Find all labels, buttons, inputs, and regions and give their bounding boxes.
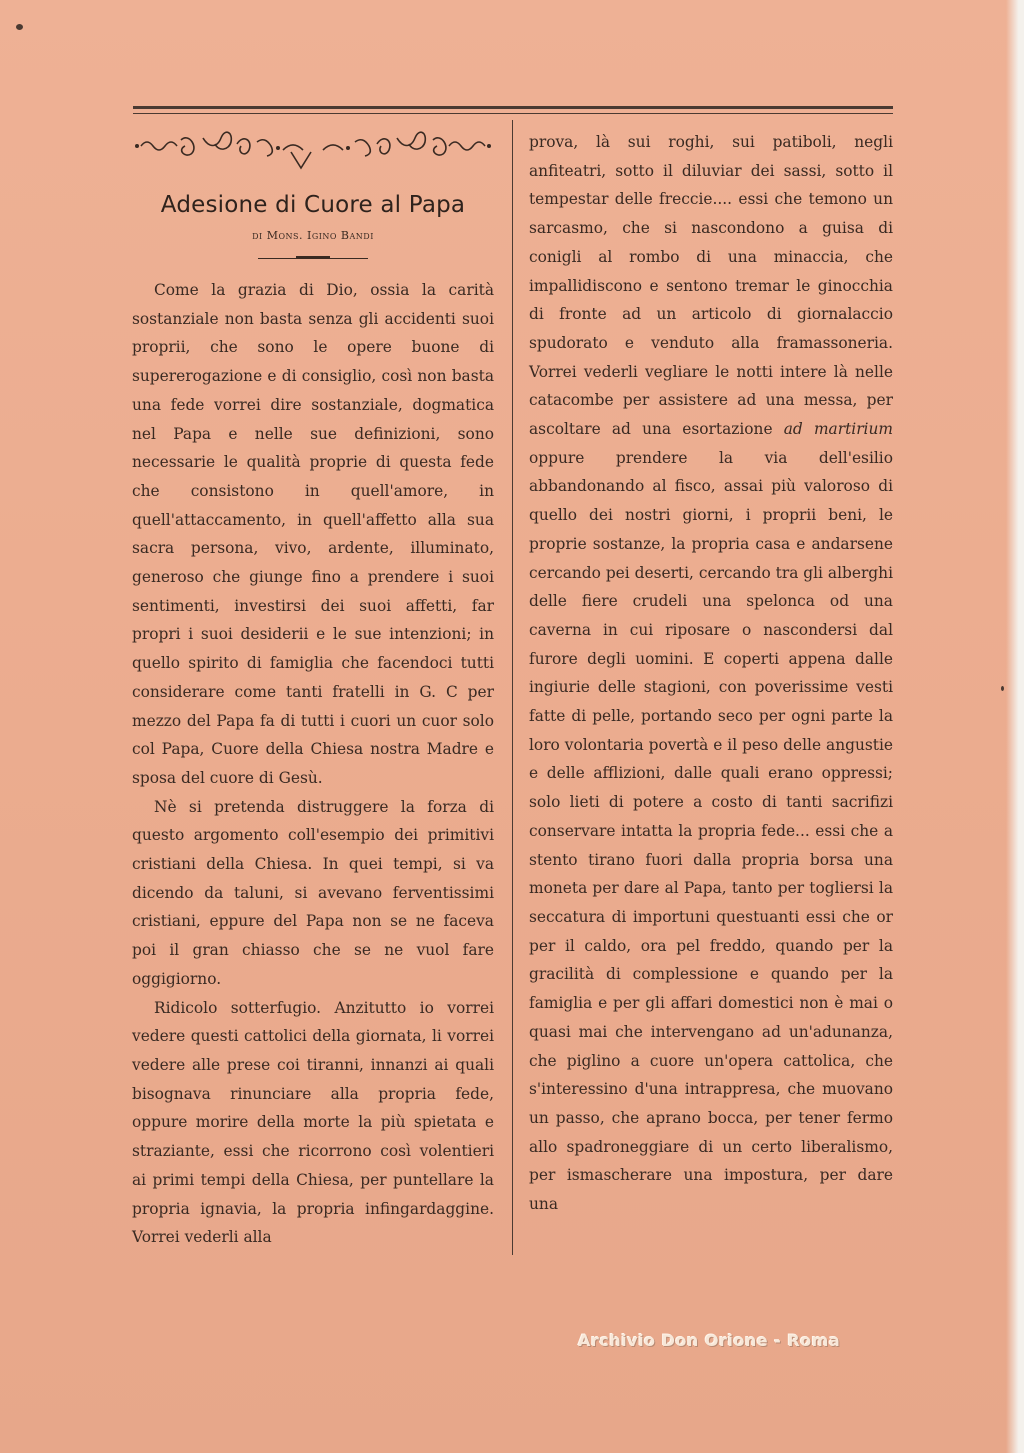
paragraph-continued: [529, 128, 893, 1219]
title-rule-accent: [296, 256, 330, 259]
paragraph: Come la grazia di Dio, ossia la carità sostanziale non basta senza gli accidenti suoi proprii, che sono le opere buone di supererogazione e di consiglio, così non basta una fede vorrei dire sostanziale, dogmatica nel Papa e nelle sue definizioni, sono necessarie le qualità proprie di questa fede che consistono in quell'amore, in quell'attaccamento, in quell'affetto alla sua sacra persona, vivo, ardente, illuminato, generoso che giunge fino a prendere i suoi sentimenti, investirsi dei suoi affetti, far propri i suoi desiderii e le sue intenzioni; in quello spirito di famiglia che facendoci tutti considerare come tanti fratelli in G. C per mezzo del Papa fa di tutti i cuori un cuor solo col Papa, Cuore della Chiesa nostra Madre e sposa del cuore di Gesù.: [132, 281, 494, 787]
ornament-headpiece: [133, 128, 493, 172]
article-title: Adesione di Cuore al Papa: [160, 192, 466, 218]
byline-author: Mons. Igino Bandi: [266, 229, 374, 242]
article-byline: [133, 229, 493, 242]
text-run: prova, là sui roghi, sui patiboli, negli anfiteatri, sotto il diluviar dei sassi, sotto il tempestar delle freccie.... essi che temono un sarcasmo, che si nascondono a guisa di conigli al rombo di una minaccia, che impallidiscono e sentono tremar le ginocchia di fronte ad un articolo di giornalaccio spudorato e venduto alla framassoneria. Vorrei vederli vegliare le notti intere là nelle catacombe per assistere ad una messa, per ascoltare ad una esortazione: [529, 133, 893, 439]
scan-speck: [16, 24, 23, 30]
left-column: [132, 276, 494, 1252]
page-edge: [1006, 0, 1024, 1453]
column-divider: [512, 120, 513, 1255]
archive-stamp: Archivio Don Orione - Roma: [578, 1331, 841, 1350]
right-column: [529, 128, 893, 1219]
byline-prefix: di: [252, 229, 263, 242]
header-rule-thin: [133, 113, 893, 114]
text-run: oppure prendere la via dell'esilio abbandonando al fisco, assai più valoroso di quello dei nostri giorni, i proprii beni, le proprie sostanze, la propria casa e andarsene cercando pei deserti, cercando tra gli alberghi delle fiere crudeli una spelonca od una caverna in cui riposare o nascondersi dal furore degli uomini. E coperti appena dalle ingiurie delle stagioni, con poverissime vesti fatte di pelle, portando seco per ogni parte la loro volontaria povertà e il peso delle angustie e delle afflizioni, dalle quali erano oppressi; solo lieti di potere a costo di tanti sacrifizi conservare intatta la propria fede... essi che a stento tirano fuori dalla propria borsa una moneta per dare al Papa, tanto per togliersi la seccatura di importuni questuanti essi che or per il caldo, ora pel freddo, quando per la gracilità di complessione e quando per la famiglia e per gli affari domestici non è mai o quasi mai che intervengano ad un'adunanza, che piglino a cuore un'opera cattolica, che s'interessino d'una intrappresa, che muovano un passo, che aprano bocca, per tener fermo allo spadroneggiare di un certo liberalismo, per ismascherare una impostura, per dare una: [529, 448, 893, 1214]
scan-speck: [1001, 686, 1004, 691]
paragraph: Ridicolo sotterfugio. Anzitutto io vorrei vedere questi cattolici della giornata, li vorrei vedere alle prese coi tiranni, innanzi ai quali bisognava rinunciare alla propria fede, oppure morire della morte la più spietata e straziante, essi che ricorrono così volentieri ai primi tempi della Chiesa, per puntellare la propria ignavia, la propria infingardaggine. Vorrei vederli alla: [132, 998, 494, 1247]
paragraph: Nè si pretenda distruggere la forza di questo argomento coll'esempio dei primitivi cristiani della Chiesa. In quei tempi, si va dicendo da taluni, si avevano ferventissimi cristiani, eppure del Papa non se ne faceva poi il gran chiasso che se ne vuol fare oggigiorno.: [132, 797, 494, 988]
latin-phrase: ad martirium: [783, 420, 893, 439]
header-rule: [133, 106, 893, 109]
